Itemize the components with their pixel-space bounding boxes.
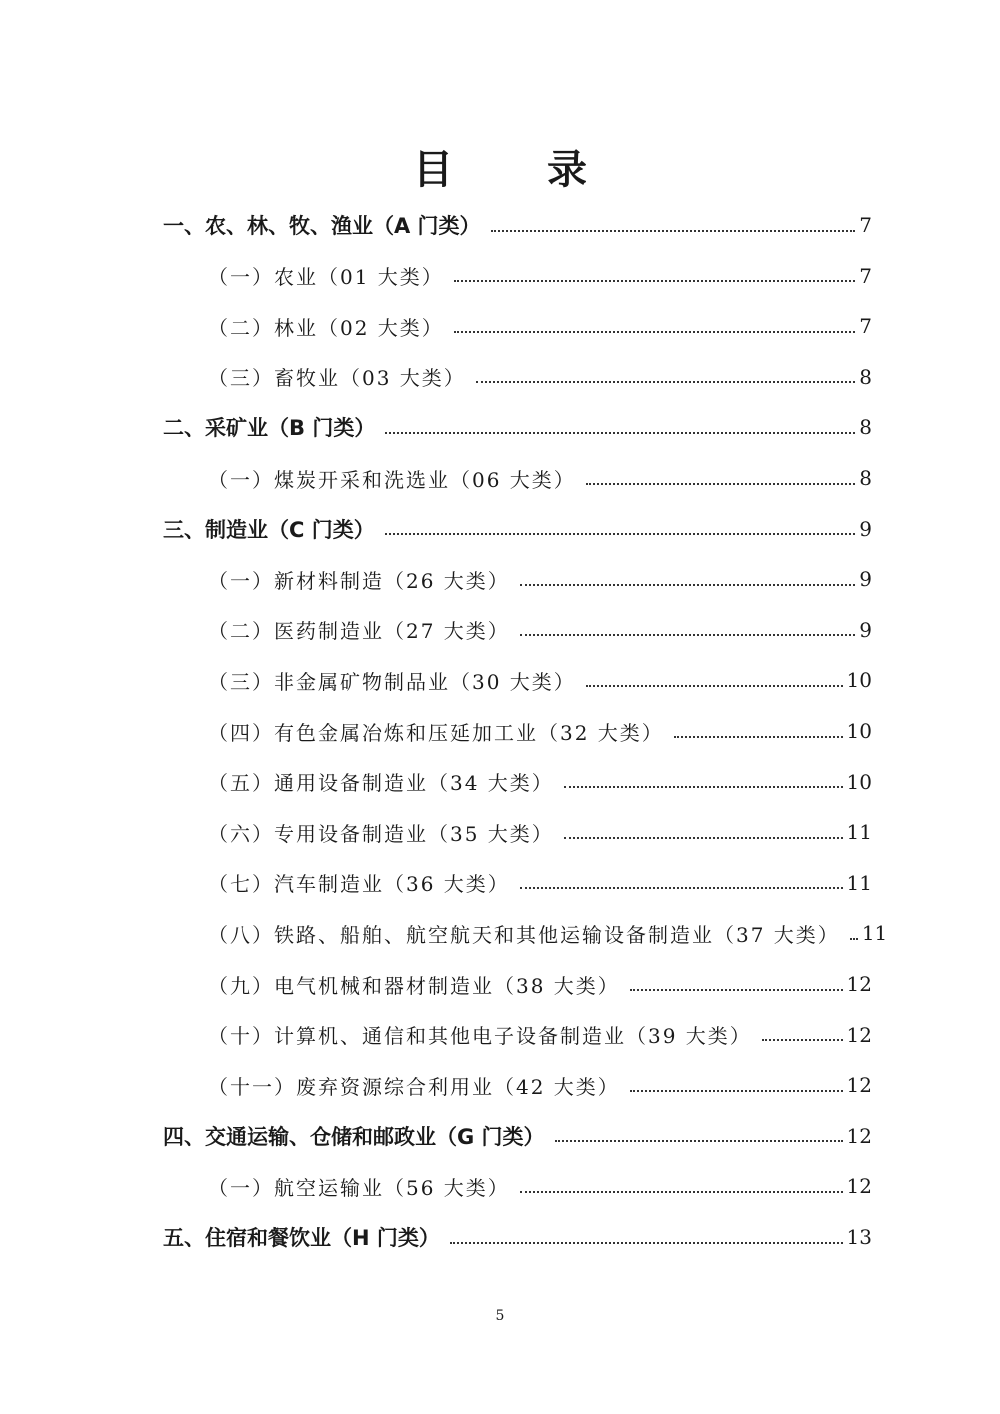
dot-leader <box>850 937 858 940</box>
toc-entry-text: （一）航空运输业（56 大类） <box>208 1175 510 1200</box>
dot-leader <box>630 1089 843 1092</box>
dot-leader <box>385 431 855 434</box>
toc-entry-page: 12 <box>846 1073 872 1098</box>
toc-entry-text: （七）汽车制造业（36 大类） <box>208 872 510 897</box>
toc-entry-text: （一）农业（01 大类） <box>208 265 444 290</box>
toc-entry-text: （一）煤炭开采和洗选业（06 大类） <box>208 467 576 492</box>
toc-entry[interactable] <box>0 1161 1000 1211</box>
toc-entry-page: 9 <box>859 567 872 592</box>
toc-entry[interactable] <box>0 1010 1000 1060</box>
toc-entry[interactable] <box>0 1060 1000 1110</box>
toc-entry-page: 7 <box>859 263 872 288</box>
toc-entry[interactable] <box>0 554 1000 604</box>
toc-entry-page: 9 <box>859 516 872 541</box>
toc-entry-text: （二）林业（02 大类） <box>208 315 444 340</box>
dot-leader <box>454 330 855 333</box>
dot-leader <box>762 1038 843 1041</box>
dot-leader <box>450 1241 843 1244</box>
toc-entry-page: 8 <box>859 364 872 389</box>
dot-leader <box>586 684 843 687</box>
toc-entry-page: 8 <box>859 415 872 440</box>
dot-leader <box>630 988 843 991</box>
toc-entry-page: 12 <box>846 1123 872 1148</box>
toc-entry-text: （四）有色金属冶炼和压延加工业（32 大类） <box>208 720 664 745</box>
toc-entry-text: （十）计算机、通信和其他电子设备制造业（39 大类） <box>208 1024 752 1049</box>
toc-entry-text: （八）铁路、船舶、航空航天和其他运输设备制造业（37 大类） <box>208 922 840 947</box>
toc-entry-text: 二、采矿业（B 门类） <box>163 416 376 441</box>
toc-entry-text: 五、住宿和餐饮业（H 门类） <box>163 1226 440 1250</box>
toc-entry-page: 7 <box>859 314 872 339</box>
toc-entry[interactable] <box>0 1111 1000 1161</box>
toc-entry-page: 11 <box>846 870 872 895</box>
dot-leader <box>586 482 855 485</box>
toc-entry-text: （二）医药制造业（27 大类） <box>208 619 510 644</box>
toc-entry[interactable] <box>0 504 1000 554</box>
toc-entry[interactable] <box>0 200 1000 250</box>
dot-leader <box>520 886 843 889</box>
toc-entry[interactable] <box>0 858 1000 908</box>
toc-entry[interactable] <box>0 959 1000 1009</box>
toc-entry-page: 9 <box>859 617 872 642</box>
toc-entry[interactable] <box>0 301 1000 351</box>
toc-entry-page: 8 <box>859 466 872 490</box>
toc-entry-text: 一、农、林、牧、渔业（A 门类） <box>163 214 481 238</box>
toc-entry[interactable] <box>0 908 1000 958</box>
toc-entry-text: 四、交通运输、仓储和邮政业（G 门类） <box>163 1124 545 1149</box>
toc-entry-text: 三、制造业（C 门类） <box>163 517 375 542</box>
toc-entry-page: 11 <box>861 921 888 946</box>
toc-entry-text: （五）通用设备制造业（34 大类） <box>208 771 554 796</box>
toc-entry[interactable] <box>0 1212 1000 1262</box>
dot-leader <box>476 380 855 383</box>
toc-entry[interactable] <box>0 402 1000 452</box>
toc-entry[interactable] <box>0 251 1000 301</box>
toc-entry[interactable] <box>0 352 1000 402</box>
toc-entry-page: 10 <box>846 668 872 693</box>
toc-entry-text: （一）新材料制造（26 大类） <box>208 568 510 593</box>
dot-leader <box>385 532 856 535</box>
toc-entry-text: （三）畜牧业（03 大类） <box>208 366 466 391</box>
page-title: 目 录 <box>413 147 627 193</box>
toc-entry-text: （九）电气机械和器材制造业（38 大类） <box>208 973 620 998</box>
dot-leader <box>491 229 856 232</box>
toc-entry[interactable] <box>0 605 1000 655</box>
toc-entry[interactable] <box>0 807 1000 857</box>
toc-entry-page: 11 <box>846 820 872 845</box>
dot-leader <box>520 633 855 636</box>
dot-leader <box>564 785 843 788</box>
toc-entry-text: （三）非金属矿物制品业（30 大类） <box>208 669 576 694</box>
toc-entry[interactable] <box>0 655 1000 705</box>
toc-entry-text: （六）专用设备制造业（35 大类） <box>208 821 554 846</box>
dot-leader <box>564 836 843 839</box>
toc-entry-page: 13 <box>846 1225 872 1249</box>
dot-leader <box>520 1190 843 1193</box>
toc-entry-page: 10 <box>846 769 872 794</box>
toc-entry-page: 12 <box>846 1174 872 1199</box>
toc-entry-page: 12 <box>846 1022 872 1047</box>
dot-leader <box>674 735 843 738</box>
dot-leader <box>520 583 855 586</box>
toc-entry[interactable] <box>0 757 1000 807</box>
dot-leader <box>555 1139 843 1142</box>
toc-entry-page: 12 <box>846 972 872 996</box>
toc-entry-text: （十一）废弃资源综合利用业（42 大类） <box>208 1074 620 1099</box>
page-number: 5 <box>495 1308 505 1324</box>
toc-entry[interactable] <box>0 453 1000 503</box>
dot-leader <box>454 279 855 282</box>
toc-entry-page: 7 <box>859 213 872 237</box>
toc-entry-page: 10 <box>846 719 872 743</box>
toc-entry[interactable] <box>0 706 1000 756</box>
